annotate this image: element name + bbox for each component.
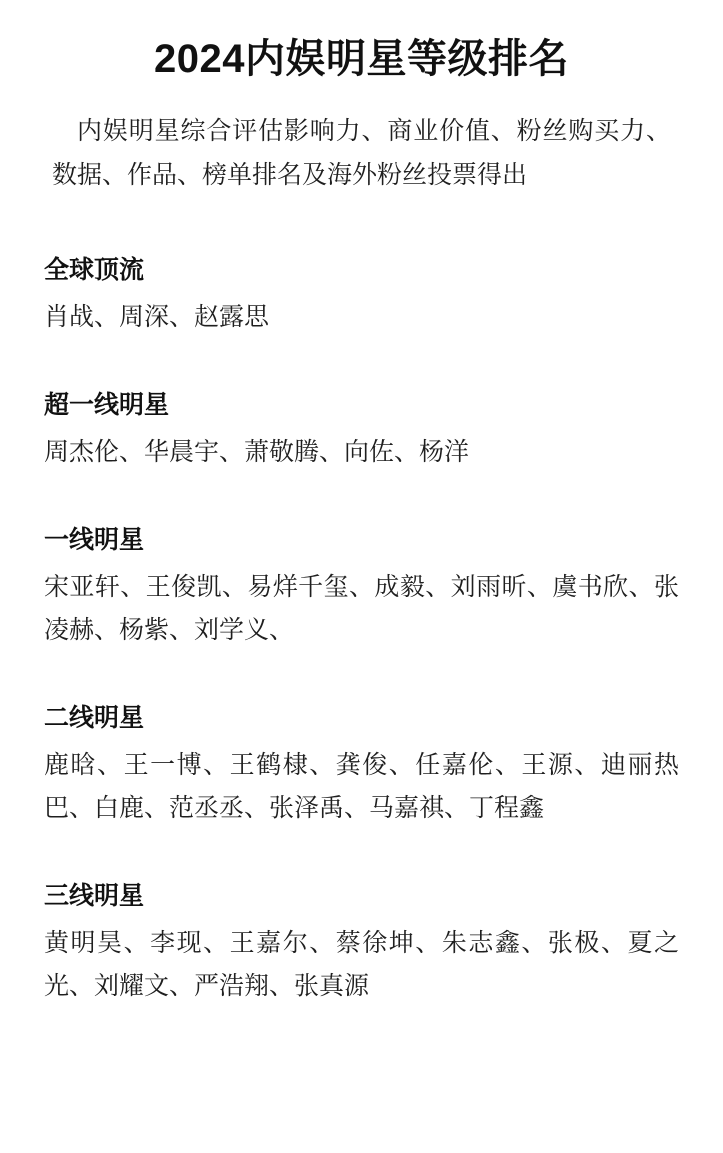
section-first-tier (44, 520, 679, 652)
page-title: 2024内娱明星等级排名 (154, 37, 569, 81)
section-names: 肖战、周深、赵露思 (44, 302, 270, 331)
intro-paragraph: 内娱明星综合评估影响力、商业价值、粉丝购买力、数据、作品、榜单排名及海外粉丝投票得出 (52, 117, 671, 189)
section-title: 三线明星 (44, 881, 145, 910)
section-second-tier (44, 698, 679, 830)
section-names: 宋亚轩、王俊凯、易烊千玺、成毅、刘雨昕、虞书欣、张凌赫、杨紫、刘学义、 (44, 572, 679, 644)
section-names: 黄明昊、李现、王嘉尔、蔡徐坤、朱志鑫、张极、夏之光、刘耀文、严浩翔、张真源 (44, 928, 679, 1000)
section-title: 全球顶流 (44, 255, 145, 284)
section-global-top (44, 250, 679, 339)
section-title: 超一线明星 (44, 390, 170, 419)
section-super-first-tier (44, 385, 679, 474)
section-names: 鹿晗、王一博、王鹤棣、龚俊、任嘉伦、王源、迪丽热巴、白鹿、范丞丞、张泽禹、马嘉祺、丁程鑫 (44, 750, 679, 822)
section-names: 周杰伦、华晨宇、萧敬腾、向佐、杨洋 (44, 437, 470, 466)
section-title: 一线明星 (44, 525, 145, 554)
section-third-tier (44, 876, 679, 1008)
section-title: 二线明星 (44, 703, 145, 732)
